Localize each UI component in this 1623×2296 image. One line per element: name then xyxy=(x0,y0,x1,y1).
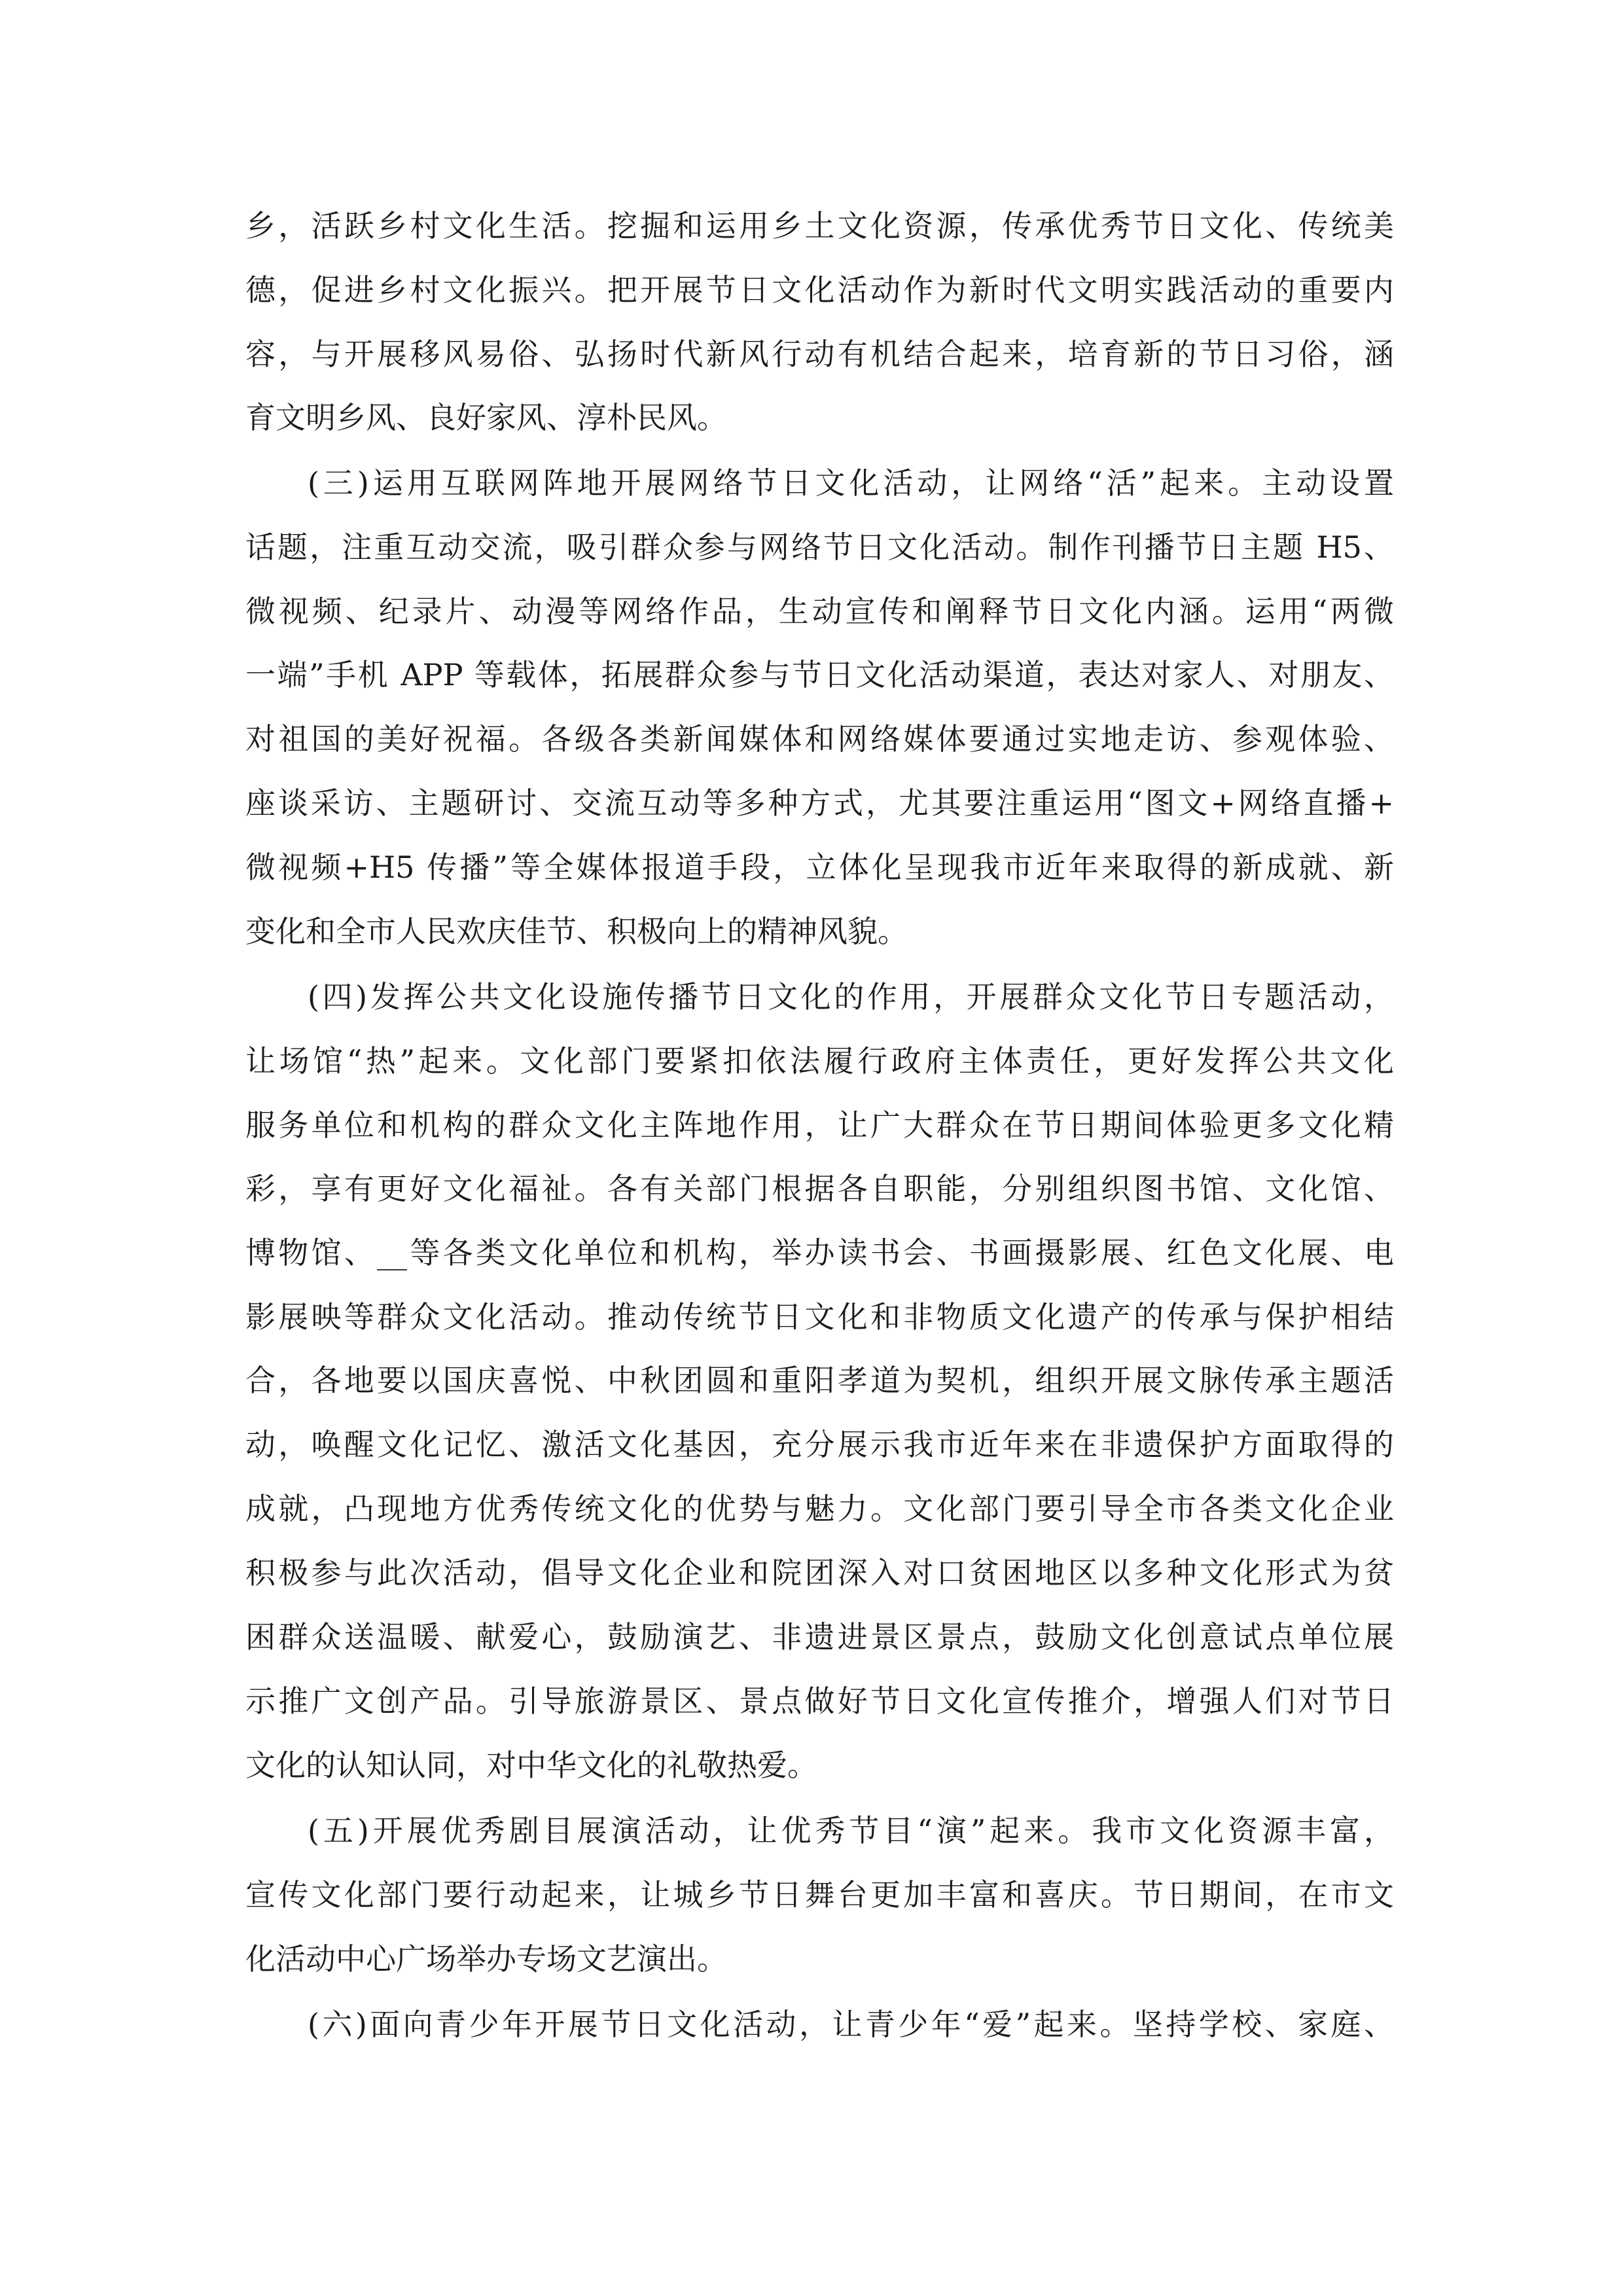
text-line: 成就，凸现地方优秀传统文化的优势与魅力。文化部门要引导全市各类文化企业 xyxy=(245,1491,1394,1526)
text-line: 让场馆“热”起来。文化部门要紧扣依法履行政府主体责任，更好发挥公共文化 xyxy=(245,1043,1394,1079)
text-line: 博物馆、__等各类文化单位和机构，举办读书会、书画摄影展、红色文化展、电 xyxy=(245,1235,1394,1270)
text-line: 影展映等群众文化活动。推动传统节日文化和非物质文化遗产的传承与保护相结 xyxy=(245,1299,1394,1335)
text-line: 容，与开展移风易俗、弘扬时代新风行动有机结合起来，培育新的节日习俗，涵 xyxy=(245,336,1394,372)
text-line: 化活动中心广场举办专场文艺演出。 xyxy=(245,1941,727,1977)
text-line: 一端”手机 APP 等载体，拓展群众参与节日文化活动渠道，表达对家人、对朋友、 xyxy=(245,657,1394,692)
text-line: 宣传文化部门要行动起来，让城乡节日舞台更加丰富和喜庆。节日期间，在市文 xyxy=(245,1877,1394,1912)
text-line: 困群众送温暖、献爱心，鼓励演艺、非遗进景区景点，鼓励文化创意试点单位展 xyxy=(245,1619,1394,1655)
text-line: 微视频、纪录片、动漫等网络作品，生动宣传和阐释节日文化内涵。运用“两微 xyxy=(245,594,1394,629)
text-line: 座谈采访、主题研讨、交流互动等多种方式，尤其要注重运用“图文+网络直播+ xyxy=(245,785,1394,821)
text-line: (六)面向青少年开展节日文化活动，让青少年“爱”起来。坚持学校、家庭、 xyxy=(308,2007,1394,2042)
text-line: 积极参与此次活动，倡导文化企业和院团深入对口贫困地区以多种文化形式为贫 xyxy=(245,1555,1394,1590)
text-line: 话题，注重互动交流，吸引群众参与网络节日文化活动。制作刊播节日主题 H5、 xyxy=(245,529,1394,565)
text-line: 育文明乡风、良好家风、淳朴民风。 xyxy=(245,400,727,435)
text-line: 彩，享有更好文化福祉。各有关部门根据各自职能，分别组织图书馆、文化馆、 xyxy=(245,1171,1394,1206)
text-line: 服务单位和机构的群众文化主阵地作用，让广大群众在节日期间体验更多文化精 xyxy=(245,1107,1394,1143)
text-line: 合，各地要以国庆喜悦、中秋团圆和重阳孝道为契机，组织开展文脉传承主题活 xyxy=(245,1363,1394,1398)
text-line: 乡，活跃乡村文化生活。挖掘和运用乡土文化资源，传承优秀节日文化、传统美 xyxy=(245,208,1394,243)
text-line: 德，促进乡村文化振兴。把开展节日文化活动作为新时代文明实践活动的重要内 xyxy=(245,272,1394,308)
text-line: (四)发挥公共文化设施传播节日文化的作用，开展群众文化节日专题活动， xyxy=(308,979,1394,1014)
text-line: (五)开展优秀剧目展演活动，让优秀节目“演”起来。我市文化资源丰富， xyxy=(308,1813,1394,1848)
text-line: 微视频+H5 传播”等全媒体报道手段，立体化呈现我市近年来取得的新成就、新 xyxy=(245,850,1394,885)
text-line: (三)运用互联网阵地开展网络节日文化活动，让网络“活”起来。主动设置 xyxy=(308,465,1394,501)
text-line: 对祖国的美好祝福。各级各类新闻媒体和网络媒体要通过实地走访、参观体验、 xyxy=(245,721,1394,757)
text-line: 动，唤醒文化记忆、激活文化基因，充分展示我市近年来在非遗保护方面取得的 xyxy=(245,1427,1394,1462)
text-line: 示推广文创产品。引导旅游景区、景点做好节日文化宣传推介，增强人们对节日 xyxy=(245,1683,1394,1719)
text-line: 文化的认知认同，对中华文化的礼敬热爱。 xyxy=(245,1748,817,1783)
text-line: 变化和全市人民欢庆佳节、积极向上的精神风貌。 xyxy=(245,914,908,949)
